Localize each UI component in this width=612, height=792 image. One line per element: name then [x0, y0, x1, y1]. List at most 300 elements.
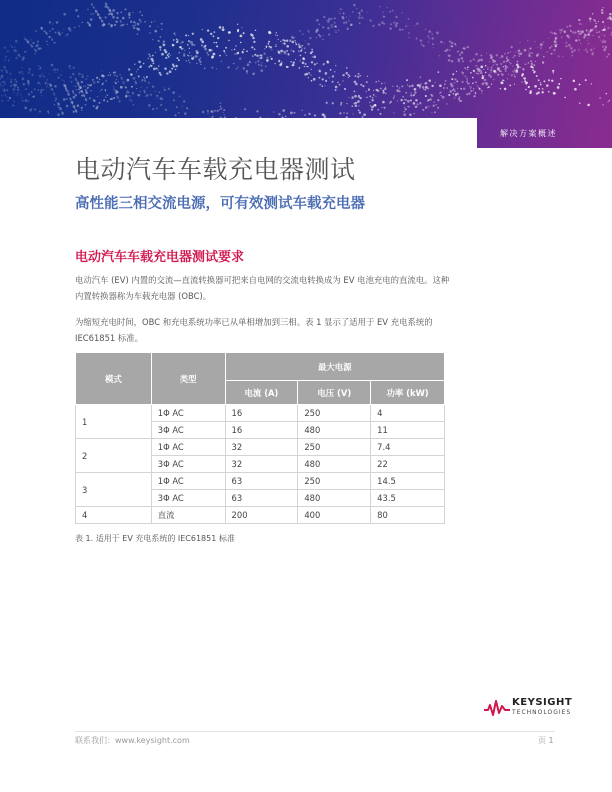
- banner-dot: [480, 72, 483, 75]
- banner-dot: [78, 73, 81, 76]
- banner-dot: [219, 55, 221, 57]
- banner-dot: [408, 18, 410, 20]
- banner-dot: [82, 22, 83, 23]
- banner-dot: [565, 45, 567, 47]
- banner-dot: [92, 5, 93, 6]
- banner-dot: [28, 80, 30, 82]
- banner-dot: [537, 47, 538, 48]
- banner-dot: [512, 66, 513, 67]
- banner-dot: [178, 52, 180, 54]
- banner-dot: [114, 81, 115, 82]
- banner-dot: [501, 73, 503, 75]
- banner-dot: [346, 17, 347, 18]
- banner-dot: [400, 99, 403, 102]
- banner-dot: [578, 30, 580, 32]
- banner-dot: [176, 57, 178, 59]
- banner-dot: [473, 70, 475, 72]
- banner-dot: [502, 79, 504, 81]
- banner-dot: [553, 92, 556, 95]
- banner-dot: [123, 83, 124, 84]
- banner-dot: [323, 63, 325, 65]
- banner-dot: [604, 48, 606, 50]
- banner-dot: [328, 34, 330, 36]
- banner-dot: [557, 86, 560, 89]
- banner-dot: [529, 91, 532, 94]
- banner-dot: [489, 61, 490, 62]
- banner-dot: [349, 75, 351, 77]
- banner-dot: [163, 40, 165, 42]
- banner-dot: [53, 93, 55, 95]
- banner-dot: [233, 63, 235, 65]
- banner-dot: [63, 98, 66, 101]
- power-cell: 80: [371, 507, 445, 524]
- banner-dot: [506, 57, 508, 59]
- banner-dot: [373, 90, 374, 91]
- banner-dot: [105, 90, 106, 91]
- banner-dot: [604, 40, 607, 43]
- banner-dot: [28, 71, 30, 73]
- banner-dot: [46, 86, 47, 87]
- banner-dot: [228, 31, 231, 34]
- banner-dot: [493, 65, 494, 66]
- banner-dot: [530, 52, 531, 53]
- banner-dot: [93, 99, 95, 101]
- banner-dot: [405, 108, 407, 110]
- banner-dot: [363, 113, 366, 116]
- banner-dot: [369, 102, 370, 103]
- banner-dot: [118, 100, 120, 102]
- banner-dot: [62, 79, 64, 81]
- banner-dot: [160, 36, 162, 38]
- banner-dot: [164, 67, 167, 70]
- banner-dot: [9, 97, 11, 99]
- banner-dot: [508, 74, 509, 75]
- banner-dot: [105, 80, 107, 82]
- banner-dot: [172, 44, 174, 46]
- banner-dot: [197, 56, 198, 57]
- banner-dot: [451, 42, 454, 45]
- banner-dot: [58, 107, 59, 108]
- mode-cell: 4: [76, 507, 152, 524]
- banner-dot: [207, 54, 209, 56]
- banner-dot: [116, 17, 118, 19]
- banner-dot: [432, 43, 434, 45]
- banner-dot: [101, 89, 102, 90]
- banner-dot: [207, 110, 209, 112]
- banner-dot: [242, 51, 244, 53]
- banner-dot: [585, 79, 587, 81]
- banner-dot: [200, 57, 201, 58]
- banner-dot: [352, 96, 354, 98]
- banner-dot: [452, 89, 454, 91]
- banner-dot: [358, 73, 360, 75]
- banner-dot: [298, 43, 300, 45]
- current-cell: 16: [225, 405, 298, 422]
- type-cell: 1Φ AC: [151, 405, 225, 422]
- banner-dot: [456, 71, 457, 72]
- banner-dot: [31, 45, 34, 48]
- banner-dot: [367, 76, 368, 77]
- banner-dot: [499, 70, 501, 72]
- banner-dot: [404, 107, 405, 108]
- banner-dot: [107, 94, 109, 96]
- banner-dot: [163, 43, 165, 45]
- banner-dot: [278, 113, 280, 115]
- banner-dot: [143, 63, 145, 65]
- banner-dot: [292, 61, 294, 63]
- banner-dot: [283, 42, 285, 44]
- banner-dot: [441, 95, 442, 96]
- banner-dot: [470, 88, 471, 89]
- banner-dot: [207, 29, 209, 31]
- banner-dot: [343, 13, 345, 15]
- banner-dot: [470, 90, 472, 92]
- banner-dot: [246, 70, 248, 72]
- banner-dot: [415, 105, 418, 108]
- banner-dot: [176, 38, 178, 40]
- banner-dot: [354, 95, 357, 98]
- banner-dot: [56, 21, 58, 23]
- banner-dot: [506, 61, 507, 62]
- banner-dot: [358, 95, 361, 98]
- banner-dot: [275, 45, 276, 46]
- banner-dot: [487, 87, 488, 88]
- banner-dot: [260, 64, 262, 66]
- banner-dot: [420, 39, 423, 42]
- banner-dot: [581, 23, 583, 25]
- banner-dot: [360, 75, 362, 77]
- banner-dot: [332, 75, 334, 77]
- banner-dot: [290, 49, 292, 51]
- banner-dot: [49, 30, 51, 32]
- banner-dot: [76, 89, 78, 91]
- banner-dot: [136, 71, 137, 72]
- banner-dot: [243, 49, 244, 50]
- banner-dot: [601, 9, 603, 11]
- banner-dot: [608, 101, 609, 102]
- banner-dot: [140, 91, 141, 92]
- banner-dot: [155, 52, 156, 53]
- banner-dot: [69, 97, 70, 98]
- banner-dot: [6, 89, 8, 91]
- banner-dot: [339, 112, 341, 114]
- banner-dot: [144, 21, 146, 23]
- banner-dot: [583, 36, 585, 38]
- banner-dot: [73, 111, 75, 113]
- banner-dot: [473, 58, 475, 60]
- banner-dot: [405, 92, 406, 93]
- banner-dot: [282, 43, 283, 44]
- banner-dot: [424, 89, 426, 91]
- banner-dot: [349, 16, 350, 17]
- power-cell: 11: [371, 422, 445, 439]
- banner-dot: [529, 48, 531, 50]
- banner-dot: [405, 99, 407, 101]
- banner-dot: [31, 108, 32, 109]
- banner-dot: [587, 104, 590, 107]
- banner-dot: [588, 43, 590, 45]
- banner-dot: [294, 112, 296, 114]
- banner-dot: [459, 100, 461, 102]
- type-cell: 1Φ AC: [151, 439, 225, 456]
- banner-dot: [427, 87, 429, 89]
- banner-dot: [122, 17, 125, 20]
- banner-dot: [518, 53, 520, 55]
- banner-dot: [399, 29, 401, 31]
- banner-dot: [168, 88, 170, 90]
- banner-dot: [467, 79, 469, 81]
- banner-dot: [323, 35, 324, 36]
- banner-dot: [561, 37, 562, 38]
- banner-dot: [448, 59, 451, 62]
- banner-dot: [33, 43, 34, 44]
- banner-dot: [271, 49, 272, 50]
- banner-dot: [308, 31, 310, 33]
- banner-dot: [111, 98, 113, 100]
- banner-dot: [379, 6, 381, 8]
- banner-dot: [116, 12, 118, 14]
- banner-dot: [359, 14, 361, 16]
- banner-dot: [339, 13, 341, 15]
- banner-dot: [463, 88, 465, 90]
- banner-dot: [85, 104, 87, 106]
- banner-dot: [175, 65, 178, 68]
- banner-dot: [313, 78, 316, 81]
- banner-dot: [81, 75, 84, 78]
- type-cell: 1Φ AC: [151, 473, 225, 490]
- banner-dot: [25, 99, 28, 102]
- banner-dot: [317, 28, 318, 29]
- banner-dot: [85, 91, 88, 94]
- footer-contact-link[interactable]: 联系我们：www.keysight.com: [75, 736, 190, 745]
- banner-dot: [417, 103, 419, 105]
- banner-dot: [57, 114, 60, 117]
- banner-dot: [497, 74, 499, 76]
- banner-dot: [311, 49, 313, 51]
- banner-dot: [358, 109, 360, 111]
- banner-dot: [108, 23, 110, 25]
- banner-dot: [125, 88, 126, 89]
- banner-dot: [273, 111, 274, 112]
- banner-dot: [47, 79, 49, 81]
- header-max-power: 最大电源: [225, 353, 444, 381]
- banner-dot: [479, 71, 480, 72]
- banner-dot: [115, 93, 117, 95]
- banner-dot: [115, 21, 118, 24]
- banner-dot: [255, 29, 257, 31]
- banner-dot: [119, 74, 121, 76]
- banner-dot: [473, 88, 474, 89]
- banner-dot: [500, 63, 502, 65]
- banner-dot: [377, 109, 378, 110]
- banner-dot: [148, 53, 150, 55]
- banner-dot: [467, 69, 469, 71]
- banner-dot: [22, 56, 25, 59]
- banner-dot: [131, 86, 133, 88]
- banner-dot: [130, 73, 132, 75]
- banner-dot: [505, 65, 507, 67]
- banner-dot: [422, 109, 424, 111]
- banner-dot: [120, 20, 121, 21]
- banner-dot: [566, 26, 568, 28]
- banner-dot: [92, 79, 94, 81]
- banner-dot: [201, 40, 204, 43]
- banner-dot: [487, 68, 489, 70]
- banner-dot: [431, 33, 433, 35]
- banner-dot: [61, 112, 64, 115]
- banner-dot: [310, 74, 311, 75]
- banner-dot: [481, 77, 484, 80]
- banner-dot: [546, 51, 547, 52]
- banner-dot: [129, 99, 131, 101]
- banner-dot: [61, 70, 62, 71]
- banner-dot: [488, 87, 489, 88]
- banner-dot: [326, 20, 328, 22]
- banner-dot: [89, 97, 91, 99]
- banner-dot: [16, 81, 18, 83]
- banner-dot: [86, 100, 87, 101]
- banner-dot: [598, 36, 600, 38]
- banner-dot: [569, 25, 572, 28]
- banner-dot: [449, 90, 452, 93]
- banner-dot: [38, 65, 40, 67]
- banner-dot: [75, 86, 76, 87]
- banner-dot: [552, 70, 554, 72]
- banner-dot: [154, 91, 155, 92]
- banner-dot: [0, 83, 1, 85]
- banner-dot: [584, 50, 585, 51]
- banner-dot: [271, 58, 273, 60]
- banner-dot: [467, 66, 469, 68]
- banner-dot: [14, 46, 15, 47]
- banner-dot: [189, 48, 190, 49]
- banner-dot: [587, 38, 588, 39]
- banner-dot: [467, 83, 469, 85]
- banner-dot: [36, 44, 38, 46]
- banner-dot: [66, 105, 68, 107]
- banner-dot: [371, 109, 372, 110]
- banner-dot: [264, 48, 266, 50]
- banner-dot: [54, 42, 56, 44]
- banner-dot: [448, 94, 450, 96]
- banner-dot: [24, 37, 25, 38]
- banner-dot: [406, 79, 408, 81]
- banner-dot: [371, 99, 373, 101]
- banner-dot: [43, 89, 44, 90]
- banner-dot: [0, 85, 1, 87]
- banner-dot: [109, 10, 111, 12]
- banner-dot: [431, 112, 432, 113]
- banner-dot: [224, 114, 225, 115]
- banner-dot: [53, 68, 56, 71]
- banner-dot: [598, 31, 599, 32]
- charging-paragraph: 为缩短充电时间，OBC 和充电系统功率已从单相增加到三相。表 1 显示了适用于 EV 充电系统的 IEC61851 标准。: [75, 317, 433, 343]
- banner-dot: [116, 75, 118, 77]
- banner-dot: [477, 85, 478, 86]
- banner-dot: [383, 90, 385, 92]
- banner-dot: [319, 35, 322, 38]
- banner-dot: [31, 74, 34, 77]
- banner-dot: [237, 66, 238, 67]
- banner-dot: [602, 39, 603, 40]
- banner-dot: [399, 87, 400, 88]
- banner-dot: [585, 49, 587, 51]
- banner-dot: [513, 74, 515, 76]
- banner-dot: [306, 73, 309, 76]
- banner-dot: [342, 80, 343, 81]
- banner-dot: [316, 29, 318, 31]
- banner-dot: [143, 76, 144, 77]
- banner-dot: [313, 56, 316, 59]
- banner-dot: [497, 67, 498, 68]
- banner-dot: [299, 51, 300, 52]
- banner-dot: [485, 65, 487, 67]
- banner-dot: [47, 44, 48, 45]
- banner-dot: [52, 23, 53, 24]
- banner-dot: [465, 67, 466, 68]
- banner-dot: [587, 33, 590, 36]
- banner-dot: [328, 18, 331, 21]
- banner-dot: [518, 50, 521, 53]
- banner-dot: [596, 32, 597, 33]
- banner-dot: [387, 7, 388, 8]
- banner-dot: [550, 31, 552, 33]
- banner-dot: [222, 26, 224, 28]
- banner-dot: [434, 111, 436, 113]
- banner-dot: [129, 95, 131, 97]
- banner-dot: [340, 8, 342, 10]
- banner-dot: [481, 90, 483, 92]
- banner-dot: [217, 37, 219, 39]
- banner-dot: [486, 53, 487, 54]
- banner-dot: [466, 78, 468, 80]
- banner-dot: [543, 42, 544, 43]
- banner-dot: [300, 55, 302, 57]
- banner-dot: [21, 71, 23, 73]
- banner-dot: [372, 25, 374, 27]
- banner-dot: [244, 108, 246, 110]
- banner-dot: [204, 48, 207, 51]
- banner-dot: [581, 30, 584, 33]
- banner-dot: [35, 30, 37, 32]
- banner-dot: [219, 109, 220, 110]
- banner-dot: [602, 21, 604, 23]
- banner-dot: [542, 88, 544, 90]
- banner-dot: [611, 28, 612, 29]
- banner-dot: [475, 92, 477, 94]
- banner-dot: [574, 88, 577, 91]
- banner-dot: [603, 29, 605, 31]
- banner-dot: [214, 31, 216, 33]
- banner-dot: [49, 87, 50, 88]
- banner-dot: [414, 113, 415, 114]
- type-cell: 直流: [151, 507, 225, 524]
- banner-dot: [607, 27, 609, 29]
- power-cell: 4: [371, 405, 445, 422]
- banner-dot: [494, 61, 496, 63]
- banner-dot: [402, 96, 403, 97]
- banner-dot: [592, 13, 594, 15]
- banner-dot: [114, 71, 116, 73]
- banner-dot: [240, 42, 242, 44]
- banner-dot: [431, 85, 433, 87]
- banner-dot: [285, 50, 287, 52]
- banner-dot: [131, 101, 132, 102]
- banner-dot: [351, 24, 353, 26]
- banner-dot: [261, 62, 262, 63]
- banner-dot: [591, 83, 592, 84]
- banner-dot: [352, 113, 353, 114]
